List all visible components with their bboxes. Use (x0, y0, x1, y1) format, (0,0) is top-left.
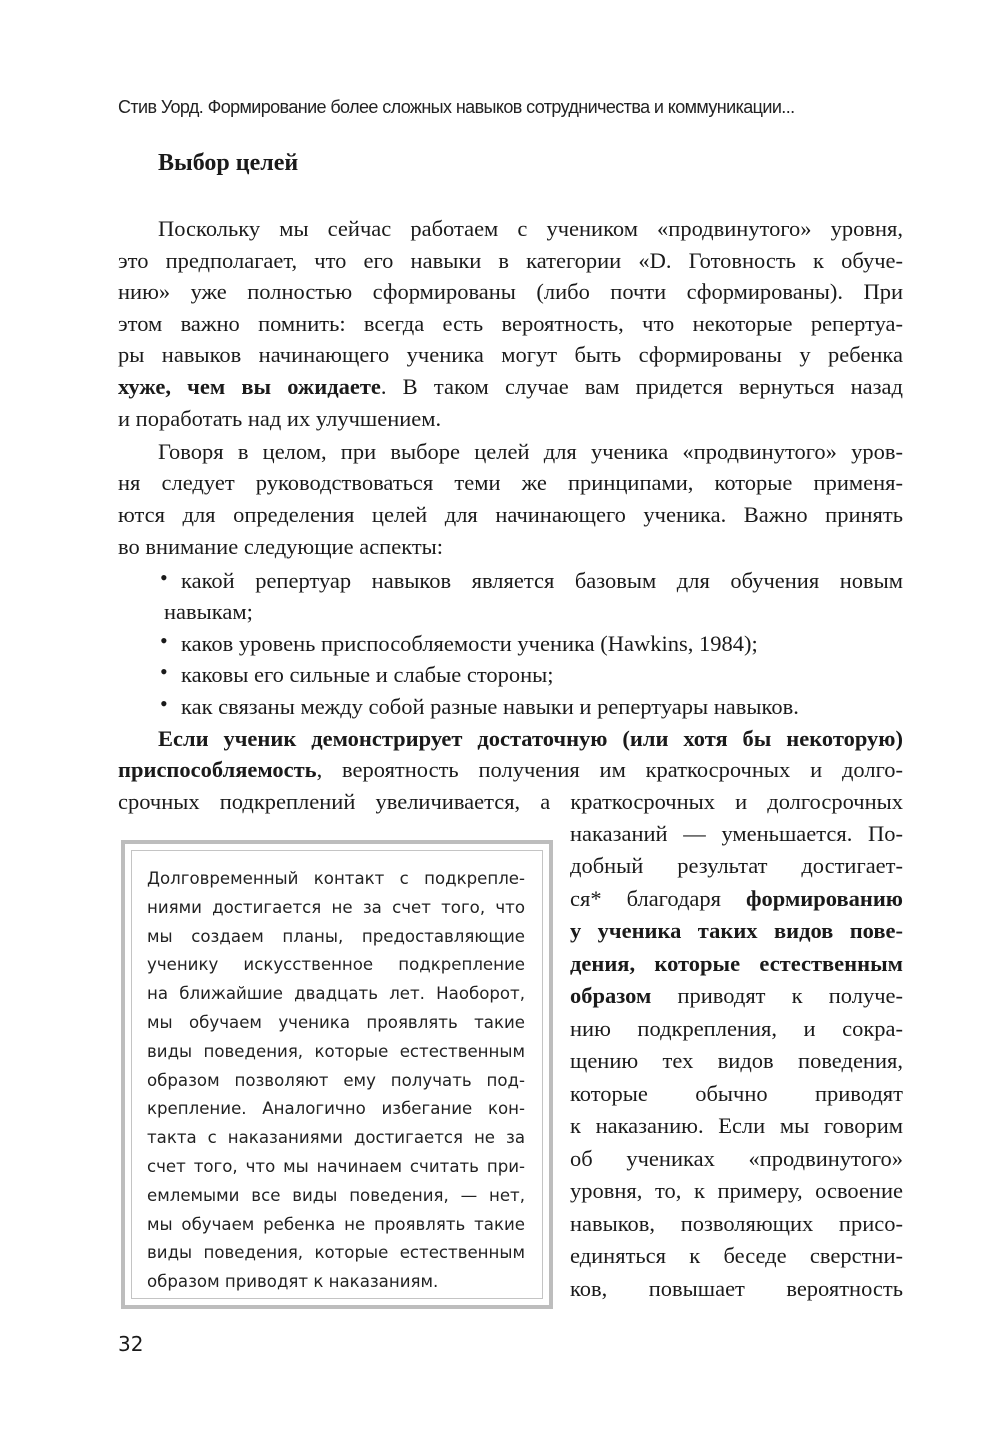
text-span: щению тех видов поведения, (570, 1048, 903, 1074)
bullet-icon: • (160, 564, 168, 590)
text-line (570, 1176, 903, 1206)
text-span: единяться к беседе сверстни- (570, 1243, 903, 1269)
text-line (570, 1079, 903, 1109)
text-span: Поскольку мы сейчас работаем с учеником «продвинутого» уровня, (158, 216, 903, 241)
text-line (118, 787, 903, 817)
text-line (570, 916, 903, 946)
text-line (570, 1014, 903, 1044)
text-span: наказаний — уменьшается. По- (570, 820, 903, 846)
sidebar-box-line: виды поведения, которые естественным (147, 1041, 525, 1061)
text-span: это предполагает, что его навыки в категории «D. Готовность к обуче- (118, 247, 903, 273)
text-line (570, 1144, 903, 1174)
text-line (158, 724, 903, 754)
text-span: уровня, то, к примеру, освоение (570, 1178, 903, 1204)
bullet-item: какой репертуар навыков является базовым для обучения новым (181, 567, 903, 593)
bold-text: у ученика таких видов пове- (570, 918, 903, 944)
sidebar-box-line: ученику искусственное подкрепление (147, 955, 525, 975)
bullet-item: каков уровень приспособляемости ученика (Hawkins, 1984); (181, 630, 758, 656)
text-span: навыков, позволяющих присо- (570, 1210, 903, 1236)
text-line (158, 214, 903, 244)
bullet-icon: • (160, 691, 168, 716)
sidebar-box-line: мы обучаем ребенка не проявлять такие (147, 1214, 525, 1234)
text-line (158, 437, 903, 467)
text-span: , вероятность получения им краткосрочных и долго- (316, 757, 903, 783)
sidebar-box-line: мы создаем планы, предоставляющие (147, 926, 525, 946)
sidebar-box-line: счет того, что мы начинаем считать при- (147, 1157, 525, 1176)
bullet-icon: • (160, 627, 168, 653)
text-span: ются для определения целей для начинающего ученика. Важно принять (118, 501, 903, 527)
bullet-item: каковы его сильные и слабые стороны; (181, 662, 554, 688)
sidebar-box-line: на ближайшие двадцать лет. Наоборот, (147, 984, 525, 1004)
bold-text: образом (570, 983, 652, 1009)
text-span: добный результат достигает- (570, 853, 903, 879)
text-line (118, 404, 903, 434)
bold-text: Если ученик демонстрирует достаточную (или хотя бы некоторую) (158, 725, 903, 751)
sidebar-box-line: крепление. Аналогично избегание кон- (147, 1099, 525, 1119)
text-line (118, 309, 903, 339)
text-line (118, 372, 903, 402)
text-line (570, 981, 903, 1011)
text-line (570, 1209, 903, 1239)
text-span: нию» уже полностью сформированы (либо почти сформированы). При (118, 279, 903, 305)
bold-text: формированию (745, 885, 903, 911)
text-line (118, 340, 903, 370)
text-span: нию подкрепления, и сокра- (570, 1015, 903, 1041)
sidebar-box-line: ниями достигается не за счет того, что (147, 897, 525, 917)
text-line (118, 755, 903, 785)
sidebar-box-line: образом позволяют ему получать под- (147, 1070, 525, 1090)
bullet-item: навыкам; (164, 599, 253, 625)
text-line (570, 1274, 903, 1304)
text-span: которые обычно приводят (570, 1080, 903, 1106)
bullet-icon: • (160, 659, 168, 685)
text-line (118, 500, 903, 530)
text-span: . В таком случае вам придется вернуться назад (380, 374, 903, 399)
text-span: и поработать над их улучшением. (118, 405, 442, 431)
text-span: к наказанию. Если мы говорим (570, 1113, 903, 1139)
text-span: ся* благодаря (570, 885, 746, 911)
text-span: ков, повышает вероятность (570, 1275, 903, 1301)
page-number: 32 (118, 1332, 144, 1356)
text-line (570, 1046, 903, 1076)
text-span: срочных подкреплений увеличивается, а краткосрочных и долгосрочных (118, 788, 903, 814)
text-line (570, 1111, 903, 1141)
sidebar-box-line: емлемыми все виды поведения, — нет, (147, 1185, 525, 1205)
text-line (570, 1241, 903, 1271)
text-span: ры навыков начинающего ученика могут быть сформированы у ребенка (118, 342, 903, 368)
text-span: Говоря в целом, при выборе целей для ученика «продвинутого» уров- (158, 438, 903, 464)
text-line (118, 468, 903, 498)
text-line (118, 277, 903, 307)
text-line (570, 884, 903, 914)
text-line (570, 949, 903, 979)
sidebar-box-line: виды поведения, которые естественным (147, 1243, 525, 1263)
text-span: ня следует руководствоваться теми же принципами, которые применя- (118, 470, 903, 496)
sidebar-box-line: Долговременный контакт с подкрепле- (147, 869, 525, 888)
text-line (570, 851, 903, 881)
sidebar-box-line: образом приводят к наказаниям. (147, 1272, 439, 1292)
sidebar-box-line: мы обучаем ученика проявлять такие (147, 1013, 525, 1032)
bold-text: хуже, чем вы ожидаете (118, 374, 381, 399)
section-heading: Выбор целей (158, 150, 299, 176)
text-line (118, 246, 903, 276)
bold-text: дения, которые естественным (570, 950, 903, 976)
bold-text: приспособляемость (118, 757, 317, 783)
running-head: Стив Уорд. Формирование более сложных навыков сотрудничества и коммуникации... (118, 97, 795, 117)
text-span: приводят к получе- (651, 983, 903, 1009)
sidebar-box-line: такта с наказаниями достигается не за (147, 1128, 525, 1148)
text-line (118, 532, 903, 562)
bullet-item: как связаны между собой разные навыки и репертуары навыков. (181, 694, 799, 719)
text-span: об учениках «продвинутого» (570, 1145, 903, 1171)
text-span: во внимание следующие аспекты: (118, 533, 444, 559)
text-line (570, 819, 903, 849)
text-span: этом важно помнить: всегда есть вероятность, что некоторые репертуа- (118, 310, 903, 336)
